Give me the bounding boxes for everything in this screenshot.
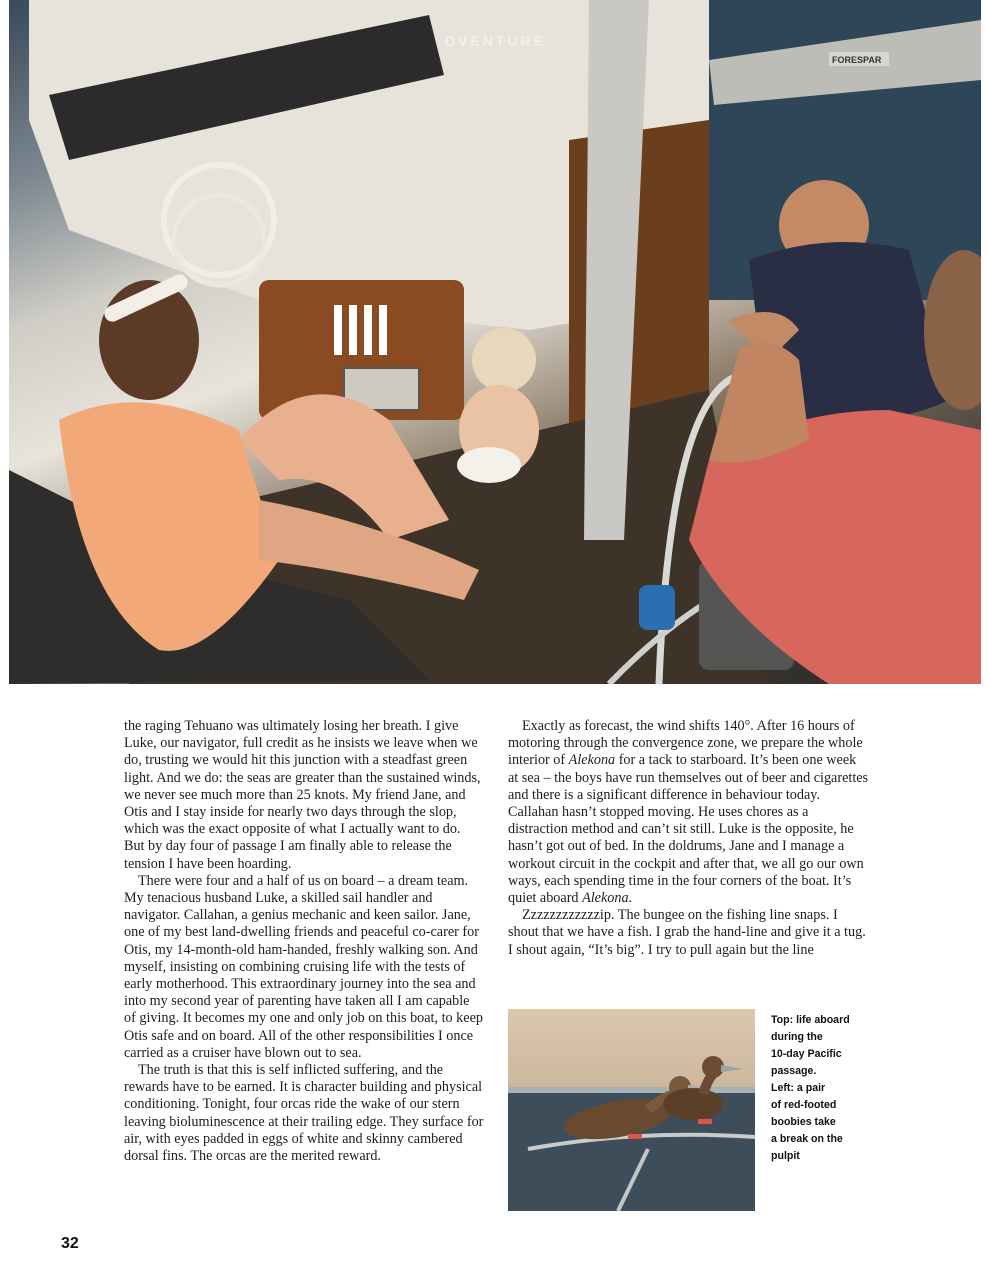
caption-line: passage.: [771, 1065, 817, 1077]
hero-photo: [9, 0, 981, 684]
boat-name: Alekona: [582, 890, 629, 907]
caption-line: Top: life aboard: [771, 1014, 850, 1026]
text-run: .: [628, 890, 633, 907]
paragraph: Zzzzzzzzzzzzip. The bungee on the fishing line snaps. I shout that we have a fish. I grab the hand-line and give it a tug. I shout again, “It’s big”. I try to pull again but the line: [508, 907, 866, 958]
body-column-right: [508, 718, 870, 959]
caption-line: 10-day Pacific: [771, 1048, 842, 1060]
sailboat-cockpit-illustration: [9, 0, 981, 684]
caption-line: a break on the: [771, 1133, 843, 1145]
text-run: for a tack to starboard. It’s been one week at sea – the boys have run themselves out of beer and cigarettes and there is a significant difference in behaviour today. Callahan hasn’t stopped moving. He uses chores as a distraction method and can’t sit still. Luke is the opposite, he hasn’t got out of bed. In the doldrums, Jane and I manage a workout circuit in the cockpit and after that, we all go our own ways, each spending time in the four corners of the boat. It’s quiet aboard: [508, 752, 869, 907]
body-column-left: [124, 718, 484, 1165]
caption-line: of red-footed: [771, 1099, 837, 1111]
paragraph: The truth is that this is self inflicted suffering, and the rewards have to be earned. It is character building and physical conditioning. Tonight, four orcas ride the wake of our stern leaving bioluminescence at their trailing edge. They surface for air, with eyes padded in eggs of white and skinny cambered dorsal fins. The orcas are the merited reward.: [124, 1062, 484, 1165]
photo-caption: [771, 1012, 867, 1165]
boom-brand-text: FORESPAR: [832, 55, 882, 65]
page-number: 32: [61, 1235, 79, 1252]
caption-line: pulpit: [771, 1150, 800, 1162]
paragraph: [508, 718, 870, 907]
boat-name: Alekona: [568, 752, 616, 769]
paragraph: There were four and a half of us on board – a dream team. My tenacious husband Luke, a skilled sail handler and navigator. Callahan, a genius mechanic and keen sailor. Jane, one of my best land-dwelling friends and peaceful co-carer for Otis, my 14-month-old ham-handed, freshly walking son. And myself, insisting on combining cruising life with the tests of early motherhood. This extraordinary journey into the sea and into my second year of parenting have taken all I am capable of giving. It becomes my one and only job on this boat, to keep Otis safe and on board. All of the other responsibilities I once carried as a cruiser have blown out to sea.: [124, 872, 483, 1061]
caption-line: Left: a pair: [771, 1082, 826, 1094]
section-label: DVENTURE: [445, 33, 547, 49]
red-footed-boobies-illustration: [508, 1009, 755, 1211]
text-run: Exactly as forecast, the wind shifts 140°. After 16 hours of motoring through the convergence zone, we prepare the whole interior of: [508, 718, 863, 769]
boobies-photo: [508, 1009, 755, 1211]
caption-line: boobies take: [771, 1116, 836, 1128]
paragraph: the raging Tehuano was ultimately losing her breath. I give Luke, our navigator, full credit as he insists we leave when we do, trusting we would hit this junction with a steadfast green light. And we do: the seas are greater than the sustained winds, we never see much more than 25 knots. My friend Jane, and Otis and I stay inside for nearly two days through the slop, which was the exact opposite of what I actually want to do. But by day four of passage I am finally able to release the tension I have been hoarding.: [124, 718, 481, 872]
caption-line: during the: [771, 1031, 823, 1043]
